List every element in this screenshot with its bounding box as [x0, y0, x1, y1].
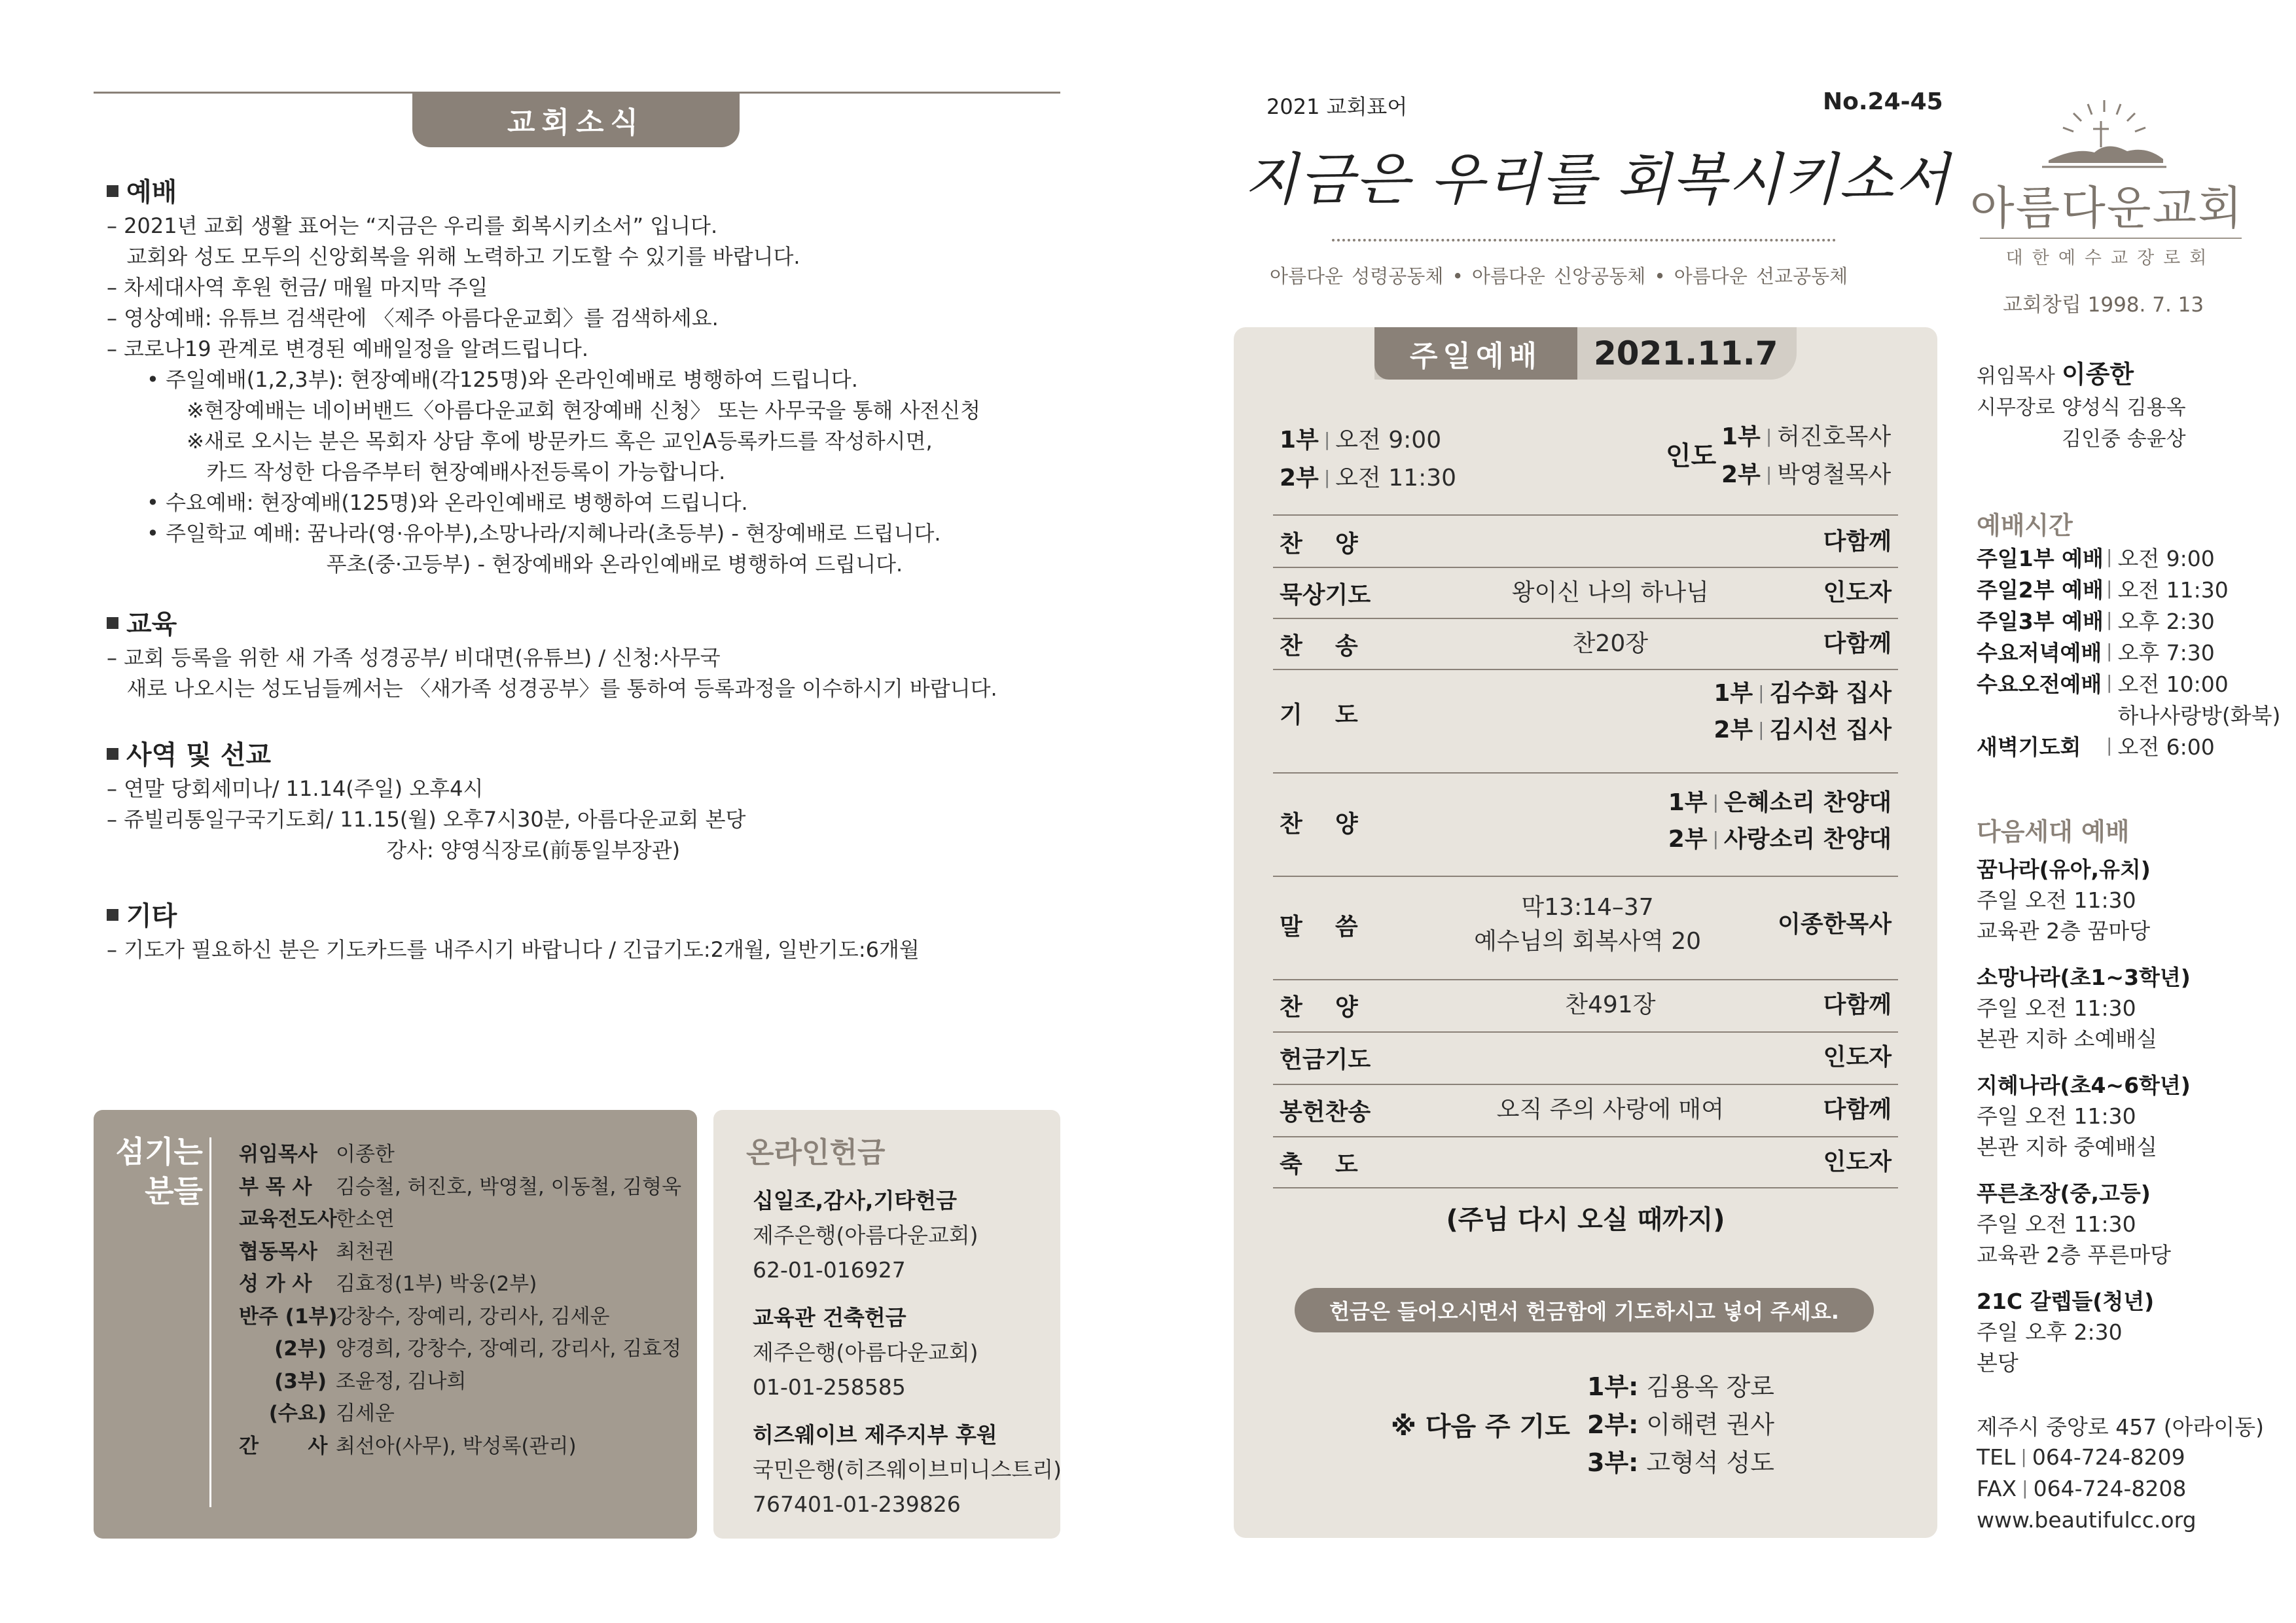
servant-row: 간 사 최선아(사무), 박성록(관리)	[239, 1434, 577, 1458]
section-heading-other: 기타	[107, 895, 177, 933]
next-gen-item: 푸른초장(중,고등) 주일 오전 11:30 교육관 2층 푸른마당	[1977, 1181, 2171, 1268]
offering-account: 교육관 건축헌금 제주은행(아름다운교회) 01-01-258585	[753, 1305, 978, 1400]
offering-notice: 헌금은 들어오시면서 헌금함에 기도하시고 넣어 주세요.	[1295, 1288, 1874, 1332]
dotted-divider	[1332, 239, 1836, 241]
servant-row: (2부) 양경희, 강창수, 장예리, 강리사, 김효정	[274, 1337, 682, 1361]
order-rule	[1273, 979, 1898, 980]
issue-number: No.24-45	[1823, 88, 1943, 115]
next-prayer-list	[1587, 1368, 1774, 1482]
church-news-tab: 교회소식	[412, 92, 740, 147]
time-row: 주일3부 예배 | 오후 2:30	[1977, 609, 2215, 634]
servant-row: 부 목 사 김승철, 허진호, 박영철, 이동철, 김형욱	[239, 1175, 682, 1199]
order-rule	[1273, 1031, 1898, 1033]
bullet-square-icon	[107, 185, 118, 197]
education-news-lines	[107, 643, 997, 704]
section-heading-worship: 예배	[107, 171, 177, 209]
next-gen-item: 지혜나라(초4~6학년) 주일 오전 11:30 본관 지하 중예배실	[1977, 1073, 2191, 1160]
next-gen-item: 소망나라(초1~3학년) 주일 오전 11:30 본관 지하 소예배실	[1977, 965, 2191, 1052]
news-line: – 2021년 교회 생활 표어는 “지금은 우리를 회복시키소서” 입니다.	[107, 213, 718, 238]
denomination: 대한예수교장로회	[2005, 248, 2216, 268]
church-staff: 위임목사 이종한 시무장로 양성식 김용옥 김인중 송윤상	[1977, 360, 2186, 451]
news-line: – 영상예배: 유튜브 검색란에 〈제주 아름다운교회〉를 검색하세요.	[107, 306, 719, 330]
time-row: 주일2부 예배 | 오전 11:30	[1977, 577, 2229, 603]
servant-row: 반주 (1부) 강창수, 장예리, 강리사, 김세운	[239, 1304, 610, 1329]
motto-title: 지금은 우리를 회복시키소서	[1244, 147, 1950, 213]
next-prayer-row: 3부: 고형석 성도	[1587, 1448, 1774, 1477]
order-row: 찬 양 찬491장 다함께	[1280, 991, 1892, 1021]
news-line: 강사: 양영식장로(前통일부장관)	[107, 838, 681, 863]
news-line: • 주일예배(1,2,3부): 현장예배(각125명)와 온라인예배로 병행하여 드립니다.	[107, 367, 858, 392]
bullet-square-icon	[107, 909, 118, 921]
service-leaders: 1부 | 허진호목사 2부 | 박영철목사	[1721, 423, 1892, 488]
news-line: 카드 작성한 다음주부터 현장예배사전등록이 가능합니다.	[107, 459, 726, 484]
church-contact	[1977, 1412, 2264, 1535]
news-line: – 차세대사역 후원 헌금/ 매월 마지막 주일	[107, 275, 488, 300]
community-tagline: 아름다운 성령공동체 • 아름다운 신앙공동체 • 아름다운 선교공동체	[1270, 265, 1848, 287]
servant-row: 성 가 사 김효정(1부) 박웅(2부)	[239, 1272, 537, 1296]
time-row: 하나사랑방(화북)	[2117, 703, 2281, 728]
church-logo-icon	[2036, 95, 2173, 177]
order-rule	[1273, 1136, 1898, 1137]
order-row: 찬 양 다함께	[1280, 528, 1892, 558]
servant-row: (3부) 조윤정, 김나희	[274, 1369, 467, 1393]
servants-list	[239, 1139, 681, 1463]
order-rule	[1273, 876, 1898, 877]
worship-news-lines	[107, 211, 980, 580]
next-gen-list	[1977, 854, 2191, 1394]
website-link[interactable]: www.beautifulcc.org	[1977, 1507, 2197, 1533]
next-prayer-row: 2부: 이해련 권사	[1587, 1410, 1774, 1439]
online-offering-title: 온라인헌금	[746, 1136, 886, 1169]
news-line: ※새로 오시는 분은 목회자 상담 후에 방문카드 혹은 교인A등록카드를 작성하시면,	[107, 429, 933, 454]
order-row: 말 씀 막13:14–37 예수님의 회복사역 20 이종한목사	[1280, 894, 1892, 955]
closing-text: (주님 다시 오실 때까지)	[1446, 1205, 1725, 1235]
order-rule	[1273, 514, 1898, 516]
servant-row: (수요) 김세운	[268, 1402, 395, 1425]
order-row: 헌금기도 인도자	[1280, 1044, 1892, 1073]
news-line: – 코로나19 관계로 변경된 예배일정을 알려드립니다.	[107, 336, 588, 361]
next-gen-heading: 다음세대 예배	[1977, 817, 2130, 846]
order-rule	[1273, 618, 1898, 619]
worship-times-heading: 예배시간	[1977, 511, 2073, 540]
order-row: 기 도 1부 | 김수화 집사 2부 | 김시선 집사	[1280, 680, 1892, 743]
news-line: – 연말 당회세미나/ 11.14(주일) 오후4시	[107, 776, 484, 801]
servant-row: 위임목사 이종한	[239, 1143, 395, 1166]
servant-row: 협동목사 최천권	[239, 1240, 395, 1264]
news-line: 교회와 성도 모두의 신앙회복을 위해 노력하고 기도할 수 있기를 바랍니다.	[107, 244, 800, 269]
leader-label: 인도	[1666, 441, 1717, 471]
news-line: – 쥬빌리통일구국기도회/ 11.15(월) 오후7시30분, 아름다운교회 본당	[107, 807, 746, 832]
section-heading-education: 교육	[107, 603, 177, 641]
next-gen-item: 21C 갈렙들(청년) 주일 오후 2:30 본당	[1977, 1289, 2155, 1376]
offering-account: 십일조,감사,기타헌금 제주은행(아름다운교회) 62-01-016927	[753, 1188, 978, 1283]
time-row: 주일1부 예배 | 오전 9:00	[1977, 546, 2215, 571]
order-rule	[1273, 1187, 1898, 1188]
servants-divider	[209, 1137, 211, 1507]
order-row: 봉헌찬송 오직 주의 사랑에 매여 다함께	[1280, 1096, 1892, 1126]
mission-news-lines	[107, 774, 745, 866]
news-line: • 주일학교 예배: 꿈나라(영·유아부),소망나라/지혜나라(초등부) - 현장예배로 드립니다.	[107, 521, 941, 546]
order-rule	[1273, 772, 1898, 774]
bullet-square-icon	[107, 748, 118, 760]
order-rule	[1273, 669, 1898, 670]
next-prayer-label: ※ 다음 주 기도	[1391, 1412, 1570, 1442]
phone: TEL | 064-724-8209	[1977, 1444, 2185, 1470]
founded-date: 교회창립 1998. 7. 13	[2003, 293, 2204, 317]
news-line: • 수요예배: 현장예배(125명)와 온라인예배로 병행하여 드립니다.	[107, 490, 748, 515]
other-news-lines	[107, 935, 920, 965]
time-row: 새벽기도회 | 오전 6:00	[1977, 734, 2215, 760]
order-row: 찬 양 1부 | 은혜소리 찬양대 2부 | 사랑소리 찬양대	[1280, 789, 1892, 853]
order-row: 묵상기도 왕이신 나의 하나님 인도자	[1280, 579, 1892, 609]
order-rule	[1273, 567, 1898, 568]
online-offering-list	[753, 1183, 1062, 1535]
order-row: 찬 송 찬20장 다함께	[1280, 630, 1892, 660]
worship-date: 2021.11.7	[1594, 334, 1778, 372]
order-row: 축 도 인도자	[1280, 1149, 1892, 1178]
worship-times-table	[1977, 543, 2280, 763]
news-line: ※현장예배는 네이버밴드〈아름다운교회 현장예배 신청〉 또는 사무국을 통해 사전신청	[107, 398, 981, 423]
fax: FAX | 064-724-8208	[1977, 1476, 2187, 1501]
time-row: 수요오전예배 | 오전 10:00	[1977, 671, 2229, 697]
news-line: 새로 나오시는 성도님들께서는 〈새가족 성경공부〉를 통하여 등록과정을 이수하시기 바랍니다.	[107, 676, 997, 701]
offering-account: 히즈웨이브 제주지부 후원 국민은행(히즈웨이브미니스트리) 767401-01-239826	[753, 1422, 1062, 1517]
section-heading-mission: 사역 및 선교	[107, 734, 271, 772]
year-theme-label: 2021 교회표어	[1266, 94, 1408, 119]
church-name: 아름다운교회	[1970, 181, 2244, 235]
news-line: – 기도가 필요하신 분은 기도카드를 내주시기 바랍니다 / 긴급기도:2개월, 일반기도:6개월	[107, 937, 920, 962]
servant-row: 교육전도사 한소연	[239, 1207, 395, 1231]
news-line: 푸초(중·고등부) - 현장예배와 온라인예배로 병행하여 드립니다.	[107, 552, 903, 577]
logo-divider	[1980, 238, 2242, 239]
address: 제주시 중앙로 457 (아라이동)	[1977, 1414, 2264, 1440]
order-rule	[1273, 1084, 1898, 1085]
servants-title: 섬기는 분들	[115, 1134, 203, 1209]
news-line: – 교회 등록을 위한 새 가족 성경공부/ 비대면(유튜브) / 신청:사무국	[107, 645, 721, 670]
bullet-square-icon	[107, 617, 118, 629]
worship-label: 주일예배	[1374, 327, 1577, 380]
next-prayer-row: 1부: 김용옥 장로	[1587, 1372, 1774, 1401]
service-times: 1부 | 오전 9:00 2부 | 오전 11:30	[1280, 427, 1457, 491]
time-row: 수요저녁예배 | 오후 7:30	[1977, 640, 2215, 666]
next-gen-item: 꿈나라(유아,유치) 주일 오전 11:30 교육관 2층 꿈마당	[1977, 857, 2151, 944]
